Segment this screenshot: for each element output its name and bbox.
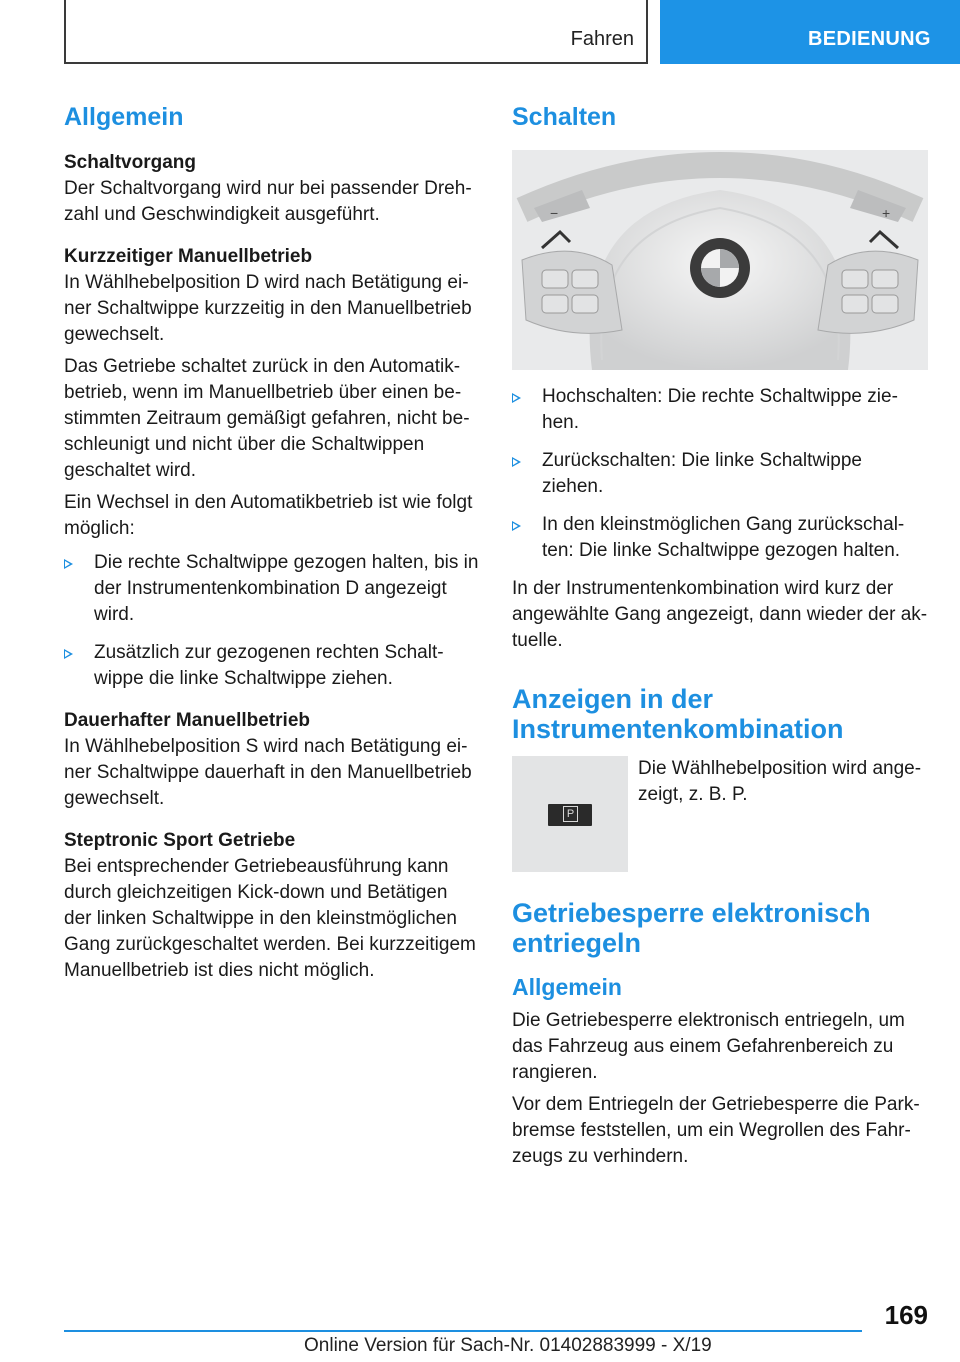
- paragraph: Bei entsprechender Getriebeausführung kann durch gleichzeitigen Kick-down und Betätigen der linken Schaltwippe in den kleinstmöglichen Gang zurückgeschaltet werden. Bei kurzzeitigem Manuellbetrieb ist dies nicht möglich.: [64, 856, 476, 981]
- paragraph: In Wählhebelposition S wird nach Betätigung einer Schaltwippe dauerhaft in den Manuellbetrieb gewechselt.: [64, 736, 472, 809]
- steering-wheel-image: [512, 150, 928, 370]
- bullet-list: [64, 550, 480, 692]
- heading-schaltvorgang: Schaltvorgang: [64, 152, 196, 173]
- left-column: [64, 100, 480, 1000]
- display-row: [512, 756, 928, 872]
- list-item-text: Zusätzlich zur gezogenen rechten Schaltwippe die linke Schaltwippe ziehen.: [94, 642, 444, 689]
- triangle-bullet-icon: [512, 521, 521, 531]
- section-title-getriebesperre: Getriebesperre elektronisch entriegeln: [512, 898, 871, 958]
- list-item-text: In den kleinstmöglichen Gang zurückschalten: Die linke Schaltwippe gezogen halten.: [542, 514, 905, 561]
- heading-steptronic: Steptronic Sport Getriebe: [64, 830, 296, 851]
- triangle-bullet-icon: [512, 393, 521, 403]
- list-item-text: Die rechte Schaltwippe gezogen halten, bis in der Instrumentenkombination D angezeigt wird.: [94, 552, 479, 625]
- list-item: [512, 448, 928, 500]
- footer-divider: [64, 1330, 862, 1332]
- paragraph: Das Getriebe schaltet zurück in den Automatikbetrieb, wenn im Manuellbetrieb über einen bestimmten Zeitraum gemäßigt gefahren, nicht beschleunigt und nicht über die Schaltwippen geschaltet wird.: [64, 356, 470, 481]
- paragraph: Der Schaltvorgang wird nur bei passender Drehzahl und Geschwindigkeit ausgeführt.: [64, 178, 472, 225]
- paragraph: In der Instrumentenkombination wird kurz der angewählte Gang angezeigt, dann wieder der aktuelle.: [512, 578, 928, 651]
- list-item: [64, 640, 480, 692]
- section-dauerhaft: [64, 708, 480, 812]
- paragraph: Ein Wechsel in den Automatikbetrieb ist wie folgt möglich:: [64, 492, 473, 539]
- heading-dauerhaft: Dauerhafter Manuellbetrieb: [64, 710, 310, 731]
- section-title-schalten: Schalten: [512, 103, 617, 131]
- triangle-bullet-icon: [64, 559, 73, 569]
- right-column: [512, 100, 928, 1176]
- section-kurzzeitig: [64, 244, 480, 692]
- list-item: [512, 384, 928, 436]
- header-chapter-box: [64, 0, 648, 64]
- display-description: [638, 756, 928, 872]
- triangle-bullet-icon: [64, 649, 73, 659]
- page-number: 169: [884, 1300, 928, 1330]
- bullet-list: [512, 384, 928, 564]
- footer-online-version: Online Version für Sach-Nr. 01402883999 - X/19: [304, 1335, 712, 1356]
- paragraph: In Wählhebelposition D wird nach Betätigung einer Schaltwippe kurzzeitig in den Manuellbetrieb gewechselt.: [64, 272, 472, 345]
- section-title-allgemein: Allgemein: [64, 103, 184, 131]
- section-tab-label: BEDIENUNG: [808, 28, 931, 50]
- list-item: [512, 512, 928, 564]
- paragraph: Vor dem Entriegeln der Getriebesperre die Parkbremse feststellen, um ein Wegrollen des Fahrzeugs zu verhindern.: [512, 1094, 920, 1167]
- section-steptronic: [64, 828, 480, 984]
- instrument-display-image: [512, 756, 628, 872]
- triangle-bullet-icon: [512, 457, 521, 467]
- chapter-label: Fahren: [570, 28, 634, 50]
- list-item-text: Zurückschalten: Die linke Schaltwippe ziehen.: [542, 450, 862, 497]
- svg-text:−: −: [550, 205, 559, 221]
- list-item: [64, 550, 480, 628]
- heading-kurzzeitig: Kurzzeitiger Manuellbetrieb: [64, 246, 313, 267]
- svg-text:+: +: [882, 205, 891, 221]
- section-schaltvorgang: [64, 150, 480, 228]
- gear-letter: P: [563, 806, 578, 822]
- subsection-title-allgemein: Allgemein: [512, 974, 622, 1000]
- section-title-anzeigen: Anzeigen in der Instrumentenkombination: [512, 684, 844, 744]
- paragraph: Die Wählhebelposition wird angezeigt, z. B. P.: [638, 758, 922, 805]
- list-item-text: Hochschalten: Die rechte Schaltwippe ziehen.: [542, 386, 898, 433]
- paragraph: Die Getriebesperre elektronisch entriegeln, um das Fahrzeug aus einem Gefahrenbereich zu rangieren.: [512, 1010, 905, 1083]
- section-tab[interactable]: [660, 0, 960, 64]
- gear-indicator: [548, 804, 592, 826]
